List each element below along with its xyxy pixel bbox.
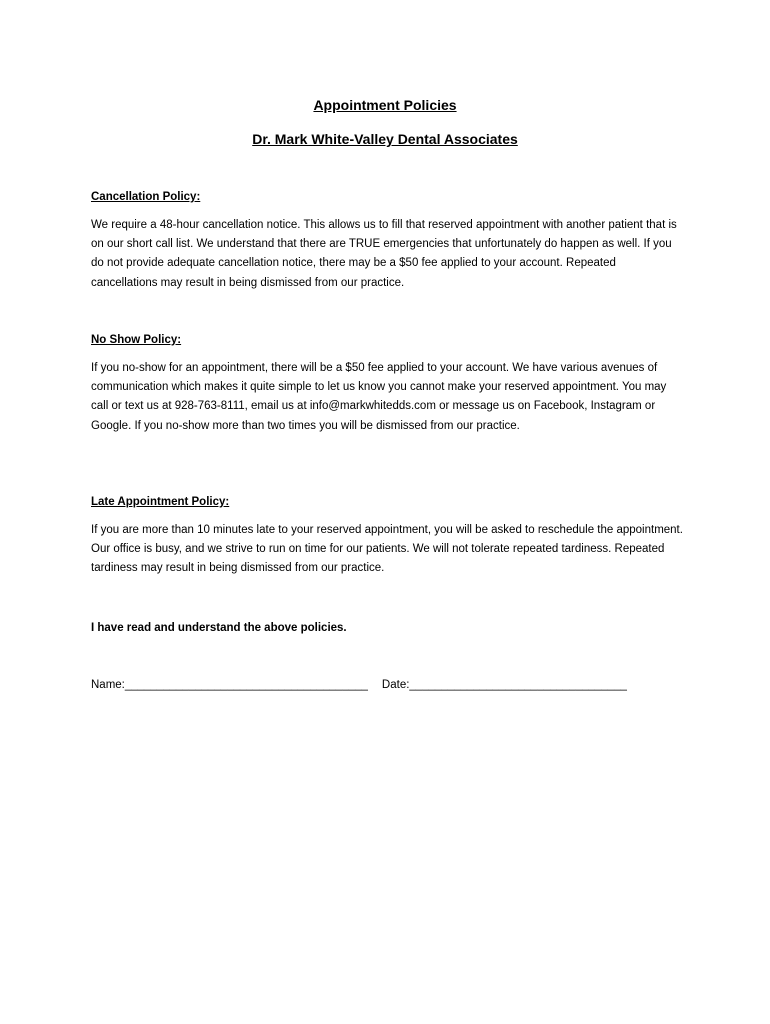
practice-name: Dr. Mark White-Valley Dental Associates [252, 131, 518, 147]
signature-line [91, 678, 627, 692]
late-appointment-policy-text: If you are more than 10 minutes late to your reserved appointment, you will be asked to reschedule the appointment. Our office is busy, and we strive to run on time for our patients. We will not tolerate repeated tardiness. Repeated tardiness may result in being dismissed from our practice. [91, 524, 683, 575]
name-field[interactable]: Name:______________________________________ [91, 679, 368, 691]
no-show-policy-heading: No Show Policy: [91, 334, 182, 346]
cancellation-policy-text: We require a 48-hour cancellation notice. This allows us to fill that reserved appointment with another patient that is on our short call list. We understand that there are TRUE emergencies that unfortunately do happen as well. If you do not provide adequate cancellation notice, there may be a $50 fee applied to your account. Repeated cancellations may result in being dismissed from our practice. [91, 219, 677, 289]
late-appointment-policy-heading: Late Appointment Policy: [91, 496, 230, 508]
no-show-policy-text: If you no-show for an appointment, there will be a $50 fee applied to your account. We have various avenues of communication which makes it quite simple to let us know you cannot make your reserved appointment. You may call or text us at 928-763-8111, email us at info@markwhitedds.com or message us on Facebook, Instagram or Google. If you no-show more than two times you will be dismissed from our practice. [91, 362, 667, 432]
acknowledgement-statement: I have read and understand the above policies. [91, 622, 347, 634]
date-field[interactable]: Date:__________________________________ [381, 679, 627, 691]
document-title: Appointment Policies [313, 97, 457, 113]
cancellation-policy-heading: Cancellation Policy: [91, 191, 201, 203]
